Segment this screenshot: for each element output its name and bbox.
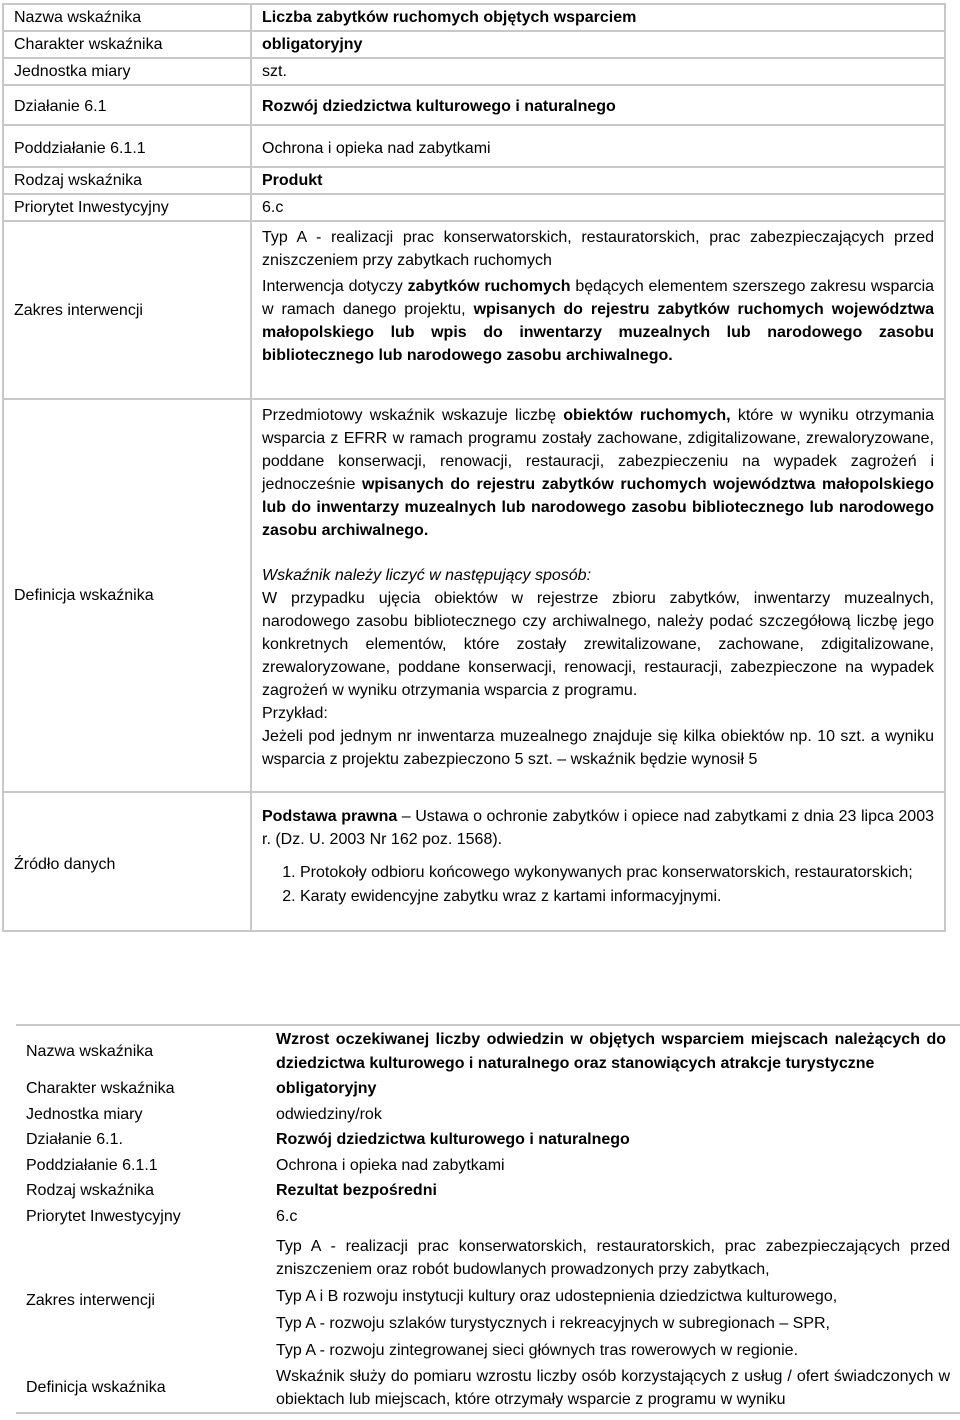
label-charakter: Charakter wskaźnika [26, 1080, 175, 1097]
definicja-sposob-text: W przypadku ujęcia obiektów w rejestrze zbioru zabytków, inwentarzy muzealnych, narodowego zasobu bibliotecznego czy archiwalnego, należy podać szczegółową liczbę jego konkretnych elementów, które zostały zrewitalizowane, zachowane, zdigitalizowane, zrewaloryzowane, poddane konserwacji, renowacji, restauracji, zabezpieczone na wypadek zagrożeń w wyniku otrzymania wsparcia z programu. [262, 590, 934, 699]
label-poddzialanie-text: Poddziałanie 6.1.1 [14, 140, 146, 157]
label-rodzaj: Rodzaj wskaźnika [3, 167, 251, 194]
label-jednostka: Jednostka miary [3, 58, 251, 85]
label-nazwa [16, 1025, 266, 1076]
emphasized-text: zabytków ruchomych [407, 278, 571, 295]
value-charakter: obligatoryjny [251, 31, 945, 58]
body-text: które w wyniku otrzymania wsparcia z EFRR w ramach programu zostały zachowane, zdigitalizowane, zrewaloryzowane, poddane konserwacji, renowacji, restauracji, zabezpieczeniu na wypadek zagrożeń i jednocześnie [262, 407, 934, 493]
value-zakres [251, 221, 945, 399]
label-definicja [16, 1363, 266, 1413]
value-priorytet: 6.c [251, 194, 945, 221]
label-jednostka: Jednostka miary [26, 1106, 143, 1123]
definicja-text: Wskaźnik służy do pomiaru wzrostu liczby osób korzystających z usług / ofert świadczonych w obiektach lub miejscach, które otrzymały wsparcie z programu w wyniku [276, 1368, 950, 1408]
label-charakter: Charakter wskaźnika [3, 31, 251, 58]
body-text: Przedmiotowy wskaźnik wskazuje liczbę [262, 407, 564, 424]
emphasized-text: wpisanych do rejestru zabytków ruchomych województwa małopolskiego lub wpis do inwentarzy muzealnych lub narodowego zasobu bibliotecznego lub narodowego zasobu archiwalnego. [262, 301, 934, 364]
zakres-item: Typ A i B rozwoju instytucji kultury oraz udostepnienia dziedzictwa kulturowego, [276, 1288, 838, 1305]
label-definicja-text: Definicja wskaźnika [14, 587, 154, 604]
zakres-item: Typ A - rozwoju zintegrowanej sieci głównych tras rowerowych w regionie. [276, 1342, 799, 1359]
body-text: będących elementem szerszego zakresu wsparcia w ramach danego projektu, [262, 278, 935, 318]
body-text: Interwencja dotyczy [262, 278, 408, 295]
zrodlo-podstawa-text: – Ustawa o ochronie zabytków i opiece nad zabytkami z dnia 23 lipca 2003 r. (Dz. U. 2003 Nr 162 poz. 1568). [262, 808, 934, 848]
label-zakres-text: Zakres interwencji [14, 301, 143, 319]
zakres-interwencja [262, 275, 934, 367]
value-definicja [266, 1363, 960, 1413]
value-nazwa [266, 1025, 960, 1076]
label-rodzaj: Rodzaj wskaźnika [26, 1182, 155, 1199]
definicja-przyklad-text: Jeżeli pod jednym nr inwentarza muzealnego znajduje się kilka obiektów np. 10 szt. a wyniku wsparcia z projektu zabezpieczono 5 szt. – wskaźnik będzie wynosił 5 [262, 728, 934, 768]
zrodlo-list-item: 2. Karaty ewidencyjne zabytku wraz z kartami informacyjnymi. [300, 885, 934, 909]
value-zakres [266, 1231, 960, 1363]
label-definicja [3, 399, 251, 792]
label-zrodlo [3, 792, 251, 931]
zakres-typ-a: Typ A - realizacji prac konserwatorskich, restauratorskich, prac zabezpieczających przed zniszczeniem przy zabytkach ruchomych [262, 229, 934, 269]
label-nazwa-text: Nazwa wskaźnika [26, 1042, 154, 1060]
value-jednostka: odwiedziny/rok [276, 1106, 382, 1123]
label-zakres [3, 221, 251, 399]
label-poddzialanie: Poddziałanie 6.1.1 [26, 1157, 158, 1174]
definicja-przyklad-heading: Przykład: [262, 705, 328, 722]
label-dzialanie-text: Działanie 6.1 [14, 98, 107, 115]
value-poddzialanie-text: Ochrona i opieka nad zabytkami [262, 140, 491, 157]
value-poddzialanie [251, 125, 945, 167]
label-dzialanie: Działanie 6.1. [26, 1131, 123, 1148]
label-priorytet: Priorytet Inwestycyjny [26, 1208, 181, 1225]
label-definicja-text: Definicja wskaźnika [26, 1379, 166, 1396]
value-poddzialanie: Ochrona i opieka nad zabytkami [276, 1157, 505, 1174]
value-jednostka: szt. [251, 58, 945, 85]
indicator-table-1 [2, 3, 946, 932]
zrodlo-podstawa [262, 805, 934, 851]
value-zrodlo [251, 792, 945, 931]
emphasized-text: wpisanych do rejestru zabytków ruchomych województwa małopolskiego lub do inwentarzy muzealnych lub narodowego zasobu bibliotecznego lub narodowego zasobu archiwalnego. [262, 476, 935, 539]
value-rodzaj: Produkt [251, 167, 945, 194]
definicja-sposob-heading: Wskaźnik należy liczyć w następujący sposób: [262, 567, 592, 584]
indicator-table-2 [16, 1024, 960, 1414]
zrodlo-list [262, 861, 934, 909]
value-rodzaj: Rezultat bezpośredni [276, 1182, 437, 1199]
label-zakres-text: Zakres interwencji [26, 1291, 155, 1309]
definicja-paragraph [262, 404, 934, 542]
emphasized-text: obiektów ruchomych, [563, 407, 731, 424]
value-charakter: obligatoryjny [276, 1080, 377, 1097]
value-dzialanie: Rozwój dziedzictwa kulturowego i naturalnego [276, 1131, 630, 1148]
label-nazwa: Nazwa wskaźnika [3, 4, 251, 31]
label-dzialanie [3, 85, 251, 125]
zakres-item: Typ A - rozwoju szlaków turystycznych i rekreacyjnych w subregionach – SPR, [276, 1315, 830, 1332]
value-nazwa-text: Wzrost oczekiwanej liczby odwiedzin w objętych wsparciem miejscach należących do dziedzictwa kulturowego i naturalnego oraz stanowiących atrakcje turystyczne [276, 1031, 946, 1072]
value-dzialanie [251, 85, 945, 125]
zrodlo-list-item: 1. Protokoły odbioru końcowego wykonywanych prac konserwatorskich, restauratorskich; [300, 861, 934, 885]
value-definicja [251, 399, 945, 792]
label-zrodlo-text: Źródło danych [14, 856, 116, 873]
zakres-item: Typ A - realizacji prac konserwatorskich, restauratorskich, prac zabezpieczających przed zniszczeniem oraz robót budowlanych prowadzonych przy zabytkach, [276, 1238, 950, 1278]
value-nazwa: Liczba zabytków ruchomych objętych wsparciem [251, 4, 945, 31]
label-priorytet: Priorytet Inwestycyjny [3, 194, 251, 221]
value-dzialanie-text: Rozwój dziedzictwa kulturowego i naturalnego [262, 98, 616, 115]
label-zakres [16, 1231, 266, 1363]
zrodlo-podstawa-label: Podstawa prawna [262, 808, 398, 825]
value-priorytet: 6.c [276, 1208, 298, 1225]
label-poddzialanie [3, 125, 251, 167]
